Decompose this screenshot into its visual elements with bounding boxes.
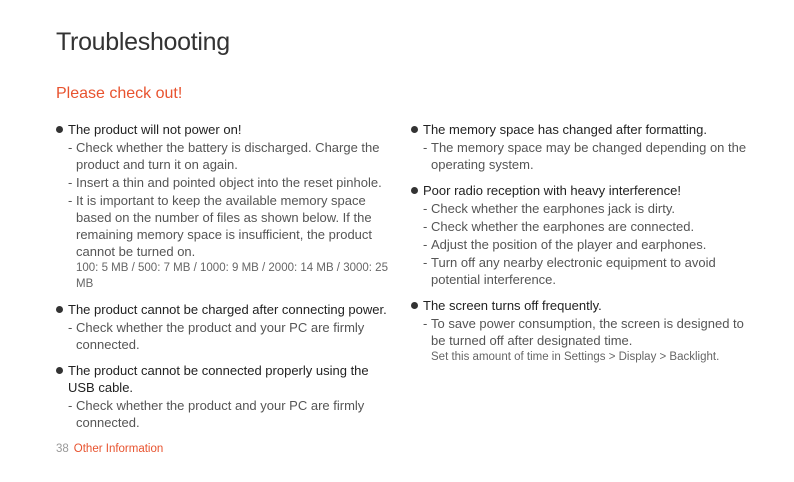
issue-heading: The product will not power on! bbox=[56, 121, 396, 138]
issue-line: - Check whether the product and your PC are firmly connected. bbox=[68, 320, 365, 352]
issue-line: - It is important to keep the available memory space based on the number of files as shown below. If the remaining memory space is insufficient, the product cannot be turned on. bbox=[68, 193, 373, 259]
issue-line: - Check whether the battery is discharged. Charge the product and turn it on again. bbox=[68, 140, 380, 172]
issue-item bbox=[411, 182, 756, 288]
issue-item bbox=[56, 362, 396, 431]
memory-table-note: 100: 5 MB / 500: 7 MB / 1000: 9 MB / 2000: 14 MB / 3000: 25 MB bbox=[76, 262, 388, 290]
bullet-icon bbox=[56, 126, 63, 133]
page-footer bbox=[56, 443, 163, 455]
issue-item bbox=[56, 121, 396, 292]
left-column bbox=[56, 121, 396, 440]
page-number: 38 bbox=[56, 443, 69, 455]
issue-line: - To save power consumption, the screen is designed to be turned off after designated time. bbox=[423, 316, 744, 348]
issue-heading: The product cannot be charged after connecting power. bbox=[56, 301, 396, 318]
issue-line: - Insert a thin and pointed object into the reset pinhole. bbox=[68, 175, 382, 190]
issue-heading: The product cannot be connected properly using the USB cable. bbox=[56, 362, 396, 396]
page-title: Troubleshooting bbox=[56, 28, 230, 56]
issue-line: - Check whether the product and your PC are firmly connected. bbox=[68, 398, 365, 430]
footer-section-label: Other Information bbox=[73, 443, 164, 455]
issue-item bbox=[411, 297, 756, 365]
bullet-icon bbox=[411, 187, 418, 194]
issue-heading: The screen turns off frequently. bbox=[411, 297, 756, 314]
issue-line: - Adjust the position of the player and earphones. bbox=[423, 237, 707, 252]
issue-line: - Turn off any nearby electronic equipment to avoid potential interference. bbox=[423, 255, 716, 287]
issue-line: - The memory space may be changed depending on the operating system. bbox=[423, 140, 747, 172]
issue-line: - Check whether the earphones jack is dirty. bbox=[423, 201, 675, 216]
issue-line: - Check whether the earphones are connected. bbox=[423, 219, 695, 234]
issue-heading: The memory space has changed after formatting. bbox=[411, 121, 756, 138]
right-column bbox=[411, 121, 756, 374]
bullet-icon bbox=[56, 367, 63, 374]
issue-item bbox=[411, 121, 756, 173]
bullet-icon bbox=[56, 306, 63, 313]
bullet-icon bbox=[411, 126, 418, 133]
issue-item bbox=[56, 301, 396, 353]
bullet-icon bbox=[411, 302, 418, 309]
section-subtitle: Please check out! bbox=[56, 85, 183, 102]
issue-heading: Poor radio reception with heavy interference! bbox=[411, 182, 756, 199]
backlight-setting-note: Set this amount of time in Settings > Display > Backlight. bbox=[431, 351, 720, 363]
